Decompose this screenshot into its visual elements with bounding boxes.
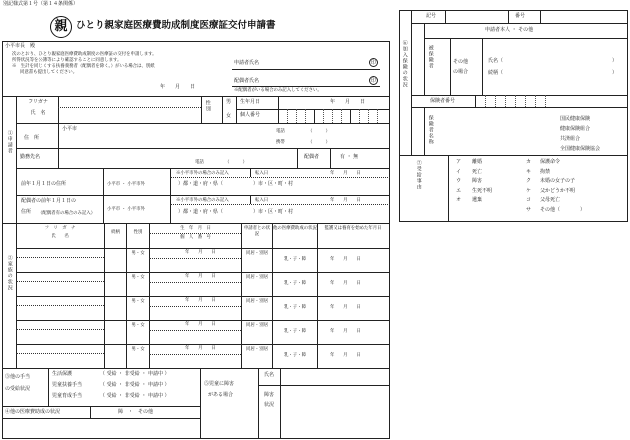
insured-other-label-1: その他 [453, 59, 469, 65]
insured-other-name-input[interactable] [510, 57, 610, 67]
reason-kana: ア [456, 159, 462, 165]
family-name-input[interactable] [18, 321, 102, 343]
s4-label: ④他の医療費助成の状況 [5, 409, 61, 415]
move-in-date-1[interactable]: 年 月 日 [330, 171, 361, 176]
family-custody-date[interactable]: 年 月 日 [330, 281, 361, 286]
reason-kana: カ [526, 159, 532, 165]
benefit-child-support-label: 児童扶養手当 [52, 382, 83, 388]
move-in-date-2[interactable]: 年 月 日 [330, 198, 361, 203]
move-in-label-2: 転入日 [255, 198, 269, 203]
reason-item[interactable]: その他（ ） [540, 206, 586, 213]
phone-input[interactable]: （ ） [308, 129, 330, 134]
address-label: 住 所 [24, 135, 40, 141]
fam-insurance-header: 他の医療費助成の状況 [273, 226, 317, 231]
fam-birth-header: 生 年 月 日 [180, 226, 211, 231]
reason-kana: イ [456, 168, 462, 175]
city-prefix: 小平市 [62, 126, 78, 132]
birth-label: 生年月日 [240, 99, 261, 105]
family-birth-input[interactable]: 年 月 日 [185, 322, 216, 327]
reason-kana: ウ [456, 178, 462, 184]
family-cohabit-choice[interactable]: 同居・別居 [246, 251, 268, 256]
family-sex-choice[interactable]: 男・女 [131, 347, 145, 352]
family-relation-input[interactable] [106, 345, 125, 367]
workplace-input[interactable] [60, 150, 290, 166]
prev-address-choice[interactable]: 小平市 ・ 小平市外 [107, 182, 145, 187]
outside-note-2: ※小平市外の場合のみ記入 [176, 198, 229, 203]
outside-note-1: ※小平市外の場合のみ記入 [176, 171, 229, 176]
insurance-code-input[interactable] [447, 11, 507, 22]
insurer-number-label: 保険者番号 [430, 98, 456, 104]
insurer-nhi[interactable]: 国民健康保険 [560, 116, 591, 122]
spouse-name-label: 配偶者氏名 [234, 78, 260, 84]
s4-options[interactable]: 障 ・ その他 [118, 409, 154, 415]
spouse-stamp-icon: 印 [370, 78, 376, 84]
s5-status-label-1: 障害 [264, 392, 275, 398]
reason-item[interactable]: 未婚の女子の子 [540, 178, 576, 184]
fam-relation-header: 続柄 [111, 230, 120, 235]
intro-line1: 次のとおり、ひとり親家庭医療費助成制度の医療証の交付を申請します。 [12, 52, 157, 57]
family-name-input[interactable] [18, 273, 102, 295]
sex-female[interactable]: 女 [226, 113, 232, 119]
family-cohabit-choice[interactable]: 同居・別居 [246, 299, 268, 304]
applicant-name-field[interactable] [270, 59, 365, 69]
insurer-name-label: 保険者名称 [427, 115, 434, 145]
family-relation-input[interactable] [106, 249, 125, 271]
personal-no-label: 個人番号 [240, 112, 261, 118]
insured-label: 被保険者 [427, 45, 434, 69]
family-birth-input[interactable]: 年 月 日 [185, 346, 216, 351]
applicant-stamp-icon: 印 [370, 60, 376, 66]
spouse-choice[interactable]: 有 ・ 無 [340, 154, 359, 160]
family-birth-input[interactable]: 年 月 日 [185, 274, 216, 279]
family-name-input[interactable] [18, 345, 102, 367]
s3-title-2: の受給状況 [5, 386, 31, 392]
applicant-name-label: 申請者氏名 [234, 60, 260, 66]
work-phone-label: 電話 [195, 160, 204, 165]
mobile-input[interactable]: （ ） [308, 140, 330, 145]
family-insurance-choice[interactable]: 乳・子・障 [284, 281, 306, 286]
family-sex-choice[interactable]: 男・女 [131, 251, 145, 256]
benefit-welfare-label: 生活保護 [52, 371, 73, 377]
insurance-number-label: 番号 [515, 13, 526, 19]
reason-item[interactable]: 父かどうか不明 [540, 187, 576, 194]
benefit-child-raising-status[interactable]: （ 受給 ・ 非受給 ・ 申請中 ） [100, 393, 170, 399]
oya-logo-icon: 親 [50, 16, 72, 38]
insured-name-close: ） [612, 58, 618, 64]
family-relation-input[interactable] [106, 321, 125, 343]
addressee: 小平市長 殿 [5, 43, 36, 49]
name-label: 氏 名 [30, 110, 46, 116]
sex-label: 性別 [204, 100, 211, 112]
insurer-kyokai[interactable]: 全国健康保険協会 [560, 146, 601, 152]
insurance-code-label: 記号 [426, 13, 437, 19]
birth-date-input[interactable]: 年 月 日 [330, 99, 366, 105]
reason-kana: エ [456, 187, 462, 194]
family-insurance-choice[interactable]: 乳・子・障 [284, 305, 306, 310]
s5-name-input[interactable] [282, 370, 388, 383]
family-custody-date[interactable]: 年 月 日 [330, 329, 361, 334]
spouse-prev-note: （配偶者有の場合のみ記入） [38, 211, 96, 216]
reason-item[interactable]: 遺棄 [472, 197, 483, 203]
family-sex-choice[interactable]: 男・女 [131, 299, 145, 304]
reason-item[interactable]: 離婚 [472, 159, 483, 165]
family-birth-input[interactable]: 年 月 日 [185, 298, 216, 303]
spouse-label: 配偶者 [304, 154, 320, 160]
fam-custody-header: 監護又は養育を始めた年月日 [324, 226, 382, 231]
s5-status-label-2: 状況 [264, 402, 275, 408]
family-personal-no-input[interactable] [151, 307, 239, 319]
family-cohabit-choice[interactable]: 同居・別居 [246, 347, 268, 352]
section2-title: ②家族の状況 [6, 255, 13, 291]
insured-relation-label: 続柄（ [488, 70, 504, 76]
family-relation-input[interactable] [106, 297, 125, 319]
work-phone-input[interactable]: （ ） [225, 160, 247, 165]
prev-pref-city-1[interactable]: ）都・道・府・県（ ）市・区・町・村 [178, 181, 294, 187]
family-cohabit-choice[interactable]: 同居・別居 [246, 275, 268, 280]
benefit-child-support-status[interactable]: （ 受給 ・ 非受給 ・ 申請中 ） [100, 382, 170, 388]
family-personal-no-input[interactable] [151, 355, 239, 367]
family-name-input[interactable] [18, 297, 102, 319]
sex-male[interactable]: 男 [226, 99, 232, 105]
spouse-prev-label-2: 住所 [21, 209, 32, 215]
benefit-child-raising-label: 児童育成手当 [52, 393, 83, 399]
reason-kana: ク [526, 178, 532, 184]
insurer-health-union[interactable]: 健康保険組合 [560, 126, 591, 132]
reason-item[interactable]: 父母死亡 [540, 197, 561, 203]
s3-title-1: ③他の手当 [5, 374, 31, 380]
family-personal-no-input[interactable] [151, 259, 239, 271]
spouse-name-field[interactable] [270, 76, 365, 86]
reason-kana: キ [526, 168, 532, 175]
family-insurance-choice[interactable]: 乳・子・障 [284, 353, 306, 358]
reason-item[interactable]: 保護命令 [540, 159, 561, 165]
family-sex-choice[interactable]: 男・女 [131, 323, 145, 328]
move-in-label-1: 転入日 [255, 171, 269, 176]
insured-relation-input[interactable] [510, 69, 610, 79]
section7-title: ⑦受給事由 [415, 160, 422, 190]
family-insurance-choice[interactable]: 乳・子・障 [284, 257, 306, 262]
section1-title: ①申請者 [6, 130, 13, 154]
family-relation-input[interactable] [106, 273, 125, 295]
family-custody-date[interactable]: 年 月 日 [330, 353, 361, 358]
reason-item[interactable]: 生死不明 [472, 187, 493, 194]
form-title: ひとり親家庭医療費助成制度医療証交付申請書 [76, 20, 276, 31]
spouse-prev-label-1: 配偶者の前年１月１日の [21, 198, 77, 204]
insurer-number-input[interactable] [476, 96, 556, 106]
fam-furigana-header: フ リ ガ ナ [44, 226, 76, 231]
reason-kana: ケ [526, 187, 532, 194]
reason-kana: コ [526, 197, 532, 203]
personal-number-input[interactable] [279, 110, 389, 122]
insured-relation-close: ） [612, 70, 618, 76]
family-cohabit-choice[interactable]: 同居・別居 [246, 323, 268, 328]
s5-label-1: ⑤児童に障害 [204, 381, 235, 387]
family-personal-no-input[interactable] [151, 331, 239, 343]
spouse-prev-choice[interactable]: 小平市 ・ 小平市外 [107, 207, 145, 212]
insurer-mutual-aid[interactable]: 共済組合 [560, 136, 581, 142]
fam-name-header: 氏 名 [51, 234, 69, 239]
s5-name-label: 氏名 [264, 372, 275, 378]
intro-line3: ※ 生計を同じくする扶養義務者（配偶者を除く。）がいる場合は、別紙 [12, 64, 155, 69]
mobile-label: 携帯 [276, 140, 285, 145]
family-custody-date[interactable]: 年 月 日 [330, 305, 361, 310]
prev-address-label: 前年１月１日の住所 [21, 181, 67, 187]
applicant-name-input[interactable] [60, 98, 200, 121]
benefit-welfare-status[interactable]: （ 受給 ・ 非受給 ・ 申請中 ） [100, 371, 170, 377]
fam-status-header: 申請者との状況 [243, 226, 271, 237]
insured-choice[interactable]: 申請者本人 ・ その他 [485, 27, 534, 33]
family-name-input[interactable] [18, 249, 102, 271]
intro-line4: 同意書も提出してください。 [20, 70, 78, 75]
family-custody-date[interactable]: 年 月 日 [330, 257, 361, 262]
insurance-number-input[interactable] [542, 11, 626, 22]
s5-label-2: がある場合 [208, 392, 234, 398]
insured-other-label-2: の場合 [453, 69, 469, 75]
s5-status-input[interactable] [282, 387, 388, 437]
insured-name-label: 氏名（ [488, 58, 504, 64]
reason-item[interactable]: 死亡 [472, 168, 483, 175]
section6-title: ⑥加入保険の状況 [401, 40, 408, 88]
reason-kana: サ [526, 206, 532, 213]
reason-item[interactable]: 拘禁 [540, 168, 551, 175]
family-personal-no-input[interactable] [151, 283, 239, 295]
prev-pref-city-2[interactable]: ）都・道・府・県（ ）市・区・町・村 [178, 209, 294, 215]
workplace-label: 勤務先名 [20, 154, 41, 160]
fam-sex-header: 性別 [133, 230, 143, 235]
family-birth-input[interactable]: 年 月 日 [185, 250, 216, 255]
phone-label: 電話 [276, 129, 285, 134]
fam-personal-no-header: 個 人 番 号 [180, 235, 211, 240]
application-date: 年 月 日 [160, 84, 196, 90]
family-insurance-choice[interactable]: 乳・子・障 [284, 329, 306, 334]
family-sex-choice[interactable]: 男・女 [131, 275, 145, 280]
furigana-label: フリガナ [28, 99, 48, 105]
spouse-note: ※配偶者がいる場合のみ記入してください。 [234, 88, 322, 93]
form-number: 別記様式第１号（第１４条関係） [3, 1, 79, 7]
reason-kana: オ [456, 197, 462, 203]
reason-item[interactable]: 障害 [472, 178, 483, 184]
address-input[interactable] [60, 126, 270, 146]
intro-line2: 所得状況等を公簿等により確認することに同意します。 [12, 58, 122, 63]
